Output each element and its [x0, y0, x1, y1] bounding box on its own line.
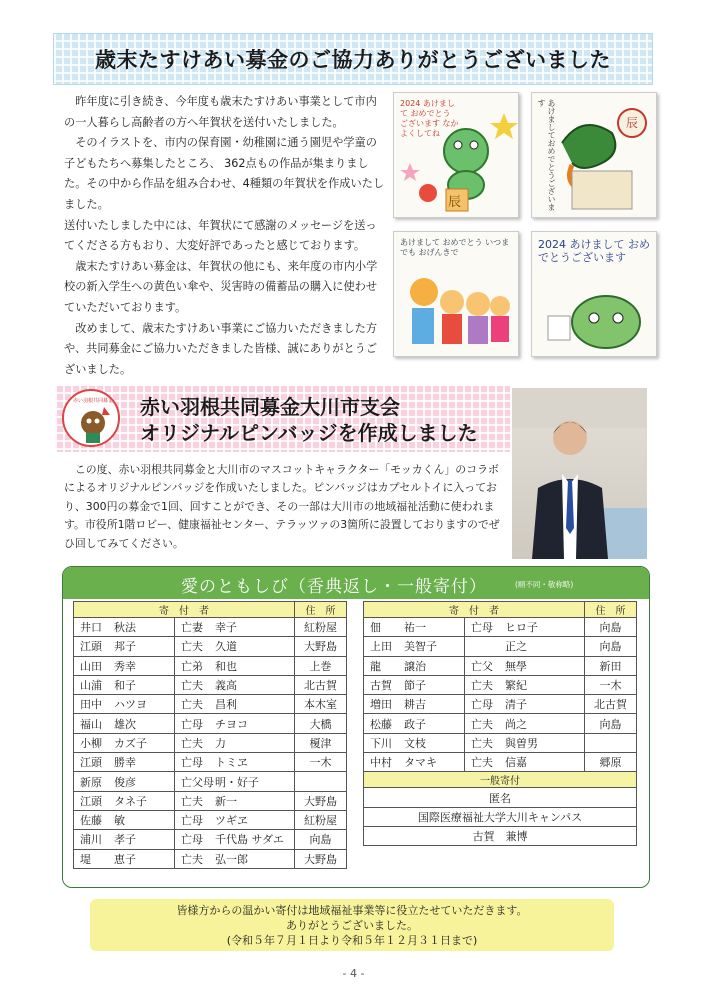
section1-paragraph: 改めまして、歳末たすけあい事業にご協力いただきました方や、共同募金にご協力いただきました皆様、誠にありがとうございました。: [64, 321, 378, 376]
col-address-header: 住 所: [295, 602, 347, 618]
donor-name-cell: [74, 830, 175, 849]
deceased-name: 昌利: [215, 698, 237, 712]
donation-note: (順不同・敬称略): [515, 580, 574, 589]
donor-name-cell: [364, 656, 465, 675]
section2-title: [140, 394, 478, 446]
deceased-relation: 亡夫: [181, 736, 203, 750]
donor-given-name: 政子: [404, 717, 426, 731]
donor-address: [585, 733, 637, 752]
deceased-name: 正之: [505, 640, 527, 654]
deceased-name: 清子: [505, 698, 527, 712]
donor-name-cell: [364, 618, 465, 637]
donor-row: [364, 714, 637, 733]
donor-row: [74, 733, 347, 752]
deceased-cell: [465, 618, 585, 637]
donor-surname: 井口: [80, 621, 102, 635]
donor-row: [364, 637, 637, 656]
section1-paragraph: 昨年度に引き続き、今年度も歳末たすけあい事業として市内の一人暮らし高齢者の方へ年賀状を送付いたしました。: [64, 95, 377, 129]
donor-given-name: 敏: [114, 814, 125, 828]
donor-surname: 中村: [370, 756, 392, 770]
donor-name-cell: [74, 675, 175, 694]
footer-line: ありがとうございました。: [286, 918, 418, 932]
deceased-name: 義高: [215, 679, 237, 693]
deceased-name: 久道: [215, 640, 237, 654]
deceased-name: 弘一郎: [215, 852, 248, 866]
deceased-relation: 亡夫: [471, 756, 493, 770]
donor-row: [74, 637, 347, 656]
drawing-text: 2024 あけまして おめでとう ございます なかよくしてね: [400, 99, 459, 138]
donor-row: [74, 830, 347, 849]
deceased-relation: 亡母: [181, 814, 203, 828]
general-donor-row: [364, 807, 637, 826]
footer-line: (令和５年７月１日より令和５年１２月３１日まで): [226, 933, 478, 947]
donor-name-cell: [364, 695, 465, 714]
deceased-relation: 亡夫: [471, 679, 493, 693]
donor-row: [364, 656, 637, 675]
donor-given-name: 恵子: [114, 852, 136, 866]
donor-name-cell: [74, 637, 175, 656]
donation-header: [63, 567, 649, 599]
donor-given-name: 譲治: [404, 659, 426, 673]
donor-row: [74, 675, 347, 694]
donor-row: [74, 618, 347, 637]
donor-row: [74, 791, 347, 810]
donor-address: [295, 772, 347, 791]
deceased-relation: 亡母: [181, 717, 203, 731]
donation-title: 愛のともしび（香典返し・一般寄付）: [181, 577, 487, 597]
deceased-relation: 亡夫: [181, 794, 203, 808]
deceased-relation: 亡母: [181, 756, 203, 770]
donor-surname: 龍: [370, 659, 381, 673]
mascot-badge: [62, 389, 120, 447]
deceased-cell: [465, 656, 585, 675]
donor-name-cell: [74, 810, 175, 829]
donor-address: 紅粉屋: [295, 810, 347, 829]
page-number: - 4 -: [342, 967, 365, 980]
donation-table-right: [363, 601, 637, 846]
donor-surname: 江頭: [80, 794, 102, 808]
drawing-sign: 辰: [448, 195, 462, 210]
deceased-relation: 亡夫: [181, 640, 203, 654]
donor-given-name: 祐一: [404, 621, 426, 635]
deceased-name: チヨコ: [215, 717, 248, 731]
donor-address: 向島: [585, 637, 637, 656]
deceased-name: 無學: [505, 659, 527, 673]
deceased-cell: [465, 733, 585, 752]
footer-line: 皆様方からの温かい寄付は地域福祉事業等に役立たせていただきます。: [176, 903, 528, 917]
donor-surname: 上田: [370, 640, 392, 654]
col-donor-header: 寄 付 者: [364, 602, 585, 618]
donor-address: 大野島: [295, 791, 347, 810]
deceased-cell: [175, 849, 295, 868]
donor-row: [74, 772, 347, 791]
deceased-name: 千代島 サダエ: [215, 833, 284, 847]
donor-name-cell: [74, 618, 175, 637]
donor-given-name: ハツヨ: [114, 698, 147, 712]
donor-row: [364, 675, 637, 694]
donor-address: 新田: [585, 656, 637, 675]
donor-name-cell: [364, 675, 465, 694]
new-year-drawing: [531, 231, 657, 357]
donor-given-name: 美智子: [404, 640, 437, 654]
donor-given-name: 雄次: [114, 717, 136, 731]
deceased-relation: 亡夫: [181, 852, 203, 866]
deceased-cell: [175, 810, 295, 829]
deceased-name: 明・好子: [215, 775, 259, 789]
deceased-name: 力: [215, 736, 226, 750]
donor-row: [74, 753, 347, 772]
section1-body: [64, 92, 386, 380]
donor-row: [74, 714, 347, 733]
col-address-header: 住 所: [585, 602, 637, 618]
general-donor-row: [364, 788, 637, 807]
donor-surname: 佐藤: [80, 814, 102, 828]
donor-given-name: 秋法: [114, 621, 136, 635]
deceased-relation: 亡妻: [181, 621, 203, 635]
deceased-name: 繁紀: [505, 679, 527, 693]
donor-address: 大野島: [295, 849, 347, 868]
donor-address: 紅粉屋: [295, 618, 347, 637]
donor-address: 一木: [295, 753, 347, 772]
deceased-relation: 亡夫: [181, 698, 203, 712]
deceased-relation: 亡夫: [471, 736, 493, 750]
donor-surname: 下川: [370, 736, 392, 750]
donor-name-cell: [74, 656, 175, 675]
section1-banner: [53, 33, 653, 85]
donor-address: 北古賀: [295, 675, 347, 694]
donor-given-name: 俊彦: [114, 775, 136, 789]
deceased-cell: [175, 656, 295, 675]
donor-name-cell: [364, 714, 465, 733]
donor-name-cell: [74, 772, 175, 791]
drawing-sign: 辰: [626, 116, 639, 130]
general-donor-row: [364, 826, 637, 845]
donor-name-cell: [364, 637, 465, 656]
donor-name-cell: [74, 753, 175, 772]
drawing-text: あけまして おめでとう いつまでも おげんきで: [400, 238, 510, 257]
deceased-name: 尚之: [505, 717, 527, 731]
section1-paragraph: そのイラストを、市内の保育園・幼稚園に通う園児や学童の子どもたちへ募集したところ、 362点もの作品が集まりました。その中から作品を組み合わせ、4種類の年賀状を作成いたしました。: [64, 136, 385, 211]
deceased-name: 與曽男: [505, 736, 538, 750]
donor-name-cell: [74, 849, 175, 868]
donation-table-box: [62, 566, 650, 888]
donor-address: 一木: [585, 675, 637, 694]
section1-paragraph: 歳末たすけあい募金は、年賀状の他にも、来年度の市内小学校の新入学生への黄色い傘や、災害時の備蓄品の購入に使わせていただいております。: [64, 259, 378, 314]
deceased-cell: [175, 733, 295, 752]
donor-surname: 古賀: [370, 679, 392, 693]
donor-surname: 田中: [80, 698, 102, 712]
donor-row: [364, 753, 637, 772]
section2-body: [64, 461, 506, 553]
donor-address: 上巻: [295, 656, 347, 675]
badge-label: 赤い羽根共同募金: [72, 398, 113, 404]
donation-table-left: [73, 601, 347, 869]
deceased-name: ツギヱ: [215, 814, 248, 828]
table-header-row: [364, 602, 637, 618]
donor-surname: 江頭: [80, 640, 102, 654]
donor-given-name: 勝幸: [114, 756, 136, 770]
donor-address: 向島: [295, 830, 347, 849]
deceased-cell: [465, 675, 585, 694]
donor-row: [74, 656, 347, 675]
donor-row: [74, 810, 347, 829]
deceased-relation: 亡母: [471, 698, 493, 712]
donor-address: 向島: [585, 714, 637, 733]
deceased-cell: [175, 772, 295, 791]
donor-row: [364, 695, 637, 714]
deceased-cell: [465, 714, 585, 733]
deceased-cell: [465, 753, 585, 772]
donor-surname: 山浦: [80, 679, 102, 693]
deceased-relation: 亡弟: [181, 659, 203, 673]
section2-paragraph: この度、赤い羽根共同募金と大川市のマスコットキャラクター「モッカくん」のコラボによるオリジナルピンバッジを作成いたしました。ピンバッジはカプセルトイに入っており、300円の募金で1回、回すことができ、その一部は大川市の地域福祉活動に使われます。市役所1階ロビー、健康福祉センター、テラッツァの3箇所に設置しておりますのでぜひ回してみてください。: [64, 463, 500, 550]
deceased-relation: 亡母: [181, 833, 203, 847]
deceased-relation: 亡夫: [181, 679, 203, 693]
donor-address: 本木室: [295, 695, 347, 714]
deceased-cell: [175, 714, 295, 733]
deceased-cell: [175, 753, 295, 772]
col-donor-header: 寄 付 者: [74, 602, 295, 618]
general-donor-name: 古賀 兼博: [364, 826, 637, 845]
new-year-drawing: [393, 92, 519, 218]
drawing-text: あけましておめでとうございます: [537, 99, 556, 211]
donor-name-cell: [74, 733, 175, 752]
donor-surname: 佃: [370, 621, 381, 635]
general-donor-name: 国際医療福祉大学大川キャンパス: [364, 807, 637, 826]
donor-row: [364, 618, 637, 637]
donor-given-name: 文枝: [404, 736, 426, 750]
section1-paragraph: 送付いたしました中には、年賀状にて感謝のメッセージを送ってくださる方もおり、大変好評であったと感じております。: [64, 218, 377, 253]
donor-row: [74, 849, 347, 868]
new-year-drawing: [531, 92, 657, 218]
donor-row: [364, 733, 637, 752]
deceased-relation: 亡夫: [471, 717, 493, 731]
deceased-name: トミヱ: [215, 756, 248, 770]
donor-surname: 堤: [80, 852, 91, 866]
general-donor-name: 匿名: [364, 788, 637, 807]
donor-name-cell: [74, 791, 175, 810]
deceased-cell: [175, 675, 295, 694]
deceased-cell: [175, 637, 295, 656]
donor-address: 大野島: [295, 637, 347, 656]
deceased-name: 幸子: [215, 621, 237, 635]
donor-surname: 新原: [80, 775, 102, 789]
donor-given-name: 秀幸: [114, 659, 136, 673]
donor-surname: 江頭: [80, 756, 102, 770]
person-photo-image: [512, 388, 647, 559]
section2-title-line2: オリジナルピンバッジを作成しました: [140, 421, 478, 445]
deceased-relation: 亡父母: [181, 775, 214, 789]
donor-given-name: タマキ: [404, 756, 437, 770]
donor-surname: 福山: [80, 717, 102, 731]
general-donation-header-row: [364, 772, 637, 788]
staff-photo: [512, 388, 647, 559]
donor-given-name: 耕吉: [404, 698, 426, 712]
table-header-row: [74, 602, 347, 618]
section2-title-line1: 赤い羽根共同募金大川市支会: [140, 395, 400, 419]
donor-given-name: 和子: [114, 679, 136, 693]
section1-title: 歳末たすけあい募金のご協力ありがとうございました: [95, 48, 611, 72]
donor-given-name: 孝子: [114, 833, 136, 847]
deceased-cell: [175, 695, 295, 714]
donor-address: 北古賀: [585, 695, 637, 714]
donor-address: 大橋: [295, 714, 347, 733]
donor-surname: 山田: [80, 659, 102, 673]
deceased-name: 和也: [215, 659, 237, 673]
drawing-text: 2024 あけまして おめでとうございます: [538, 238, 650, 264]
deceased-cell: [465, 637, 585, 656]
deceased-name: 信嘉: [505, 756, 527, 770]
deceased-relation: 亡母: [471, 621, 493, 635]
donor-surname: 松藤: [370, 717, 392, 731]
donor-row: [74, 695, 347, 714]
donor-name-cell: [74, 714, 175, 733]
deceased-cell: [175, 830, 295, 849]
new-year-drawing: [393, 231, 519, 357]
donor-surname: 増田: [370, 698, 392, 712]
donor-surname: 浦川: [80, 833, 102, 847]
footer-message: [90, 899, 614, 951]
donor-name-cell: [364, 753, 465, 772]
donor-address: 郷原: [585, 753, 637, 772]
general-donation-header: 一般寄付: [364, 772, 637, 788]
donor-address: 榎津: [295, 733, 347, 752]
donor-given-name: タネ子: [114, 794, 147, 808]
deceased-relation: 亡父: [471, 659, 493, 673]
donor-given-name: 節子: [404, 679, 426, 693]
deceased-name: 新一: [215, 794, 237, 808]
donor-given-name: カズ子: [114, 736, 147, 750]
deceased-name: ヒロ子: [505, 621, 538, 635]
donor-given-name: 邦子: [114, 640, 136, 654]
donor-name-cell: [74, 695, 175, 714]
donor-address: 向島: [585, 618, 637, 637]
donor-surname: 小柳: [80, 736, 102, 750]
deceased-cell: [175, 618, 295, 637]
deceased-cell: [175, 791, 295, 810]
donor-name-cell: [364, 733, 465, 752]
deceased-cell: [465, 695, 585, 714]
